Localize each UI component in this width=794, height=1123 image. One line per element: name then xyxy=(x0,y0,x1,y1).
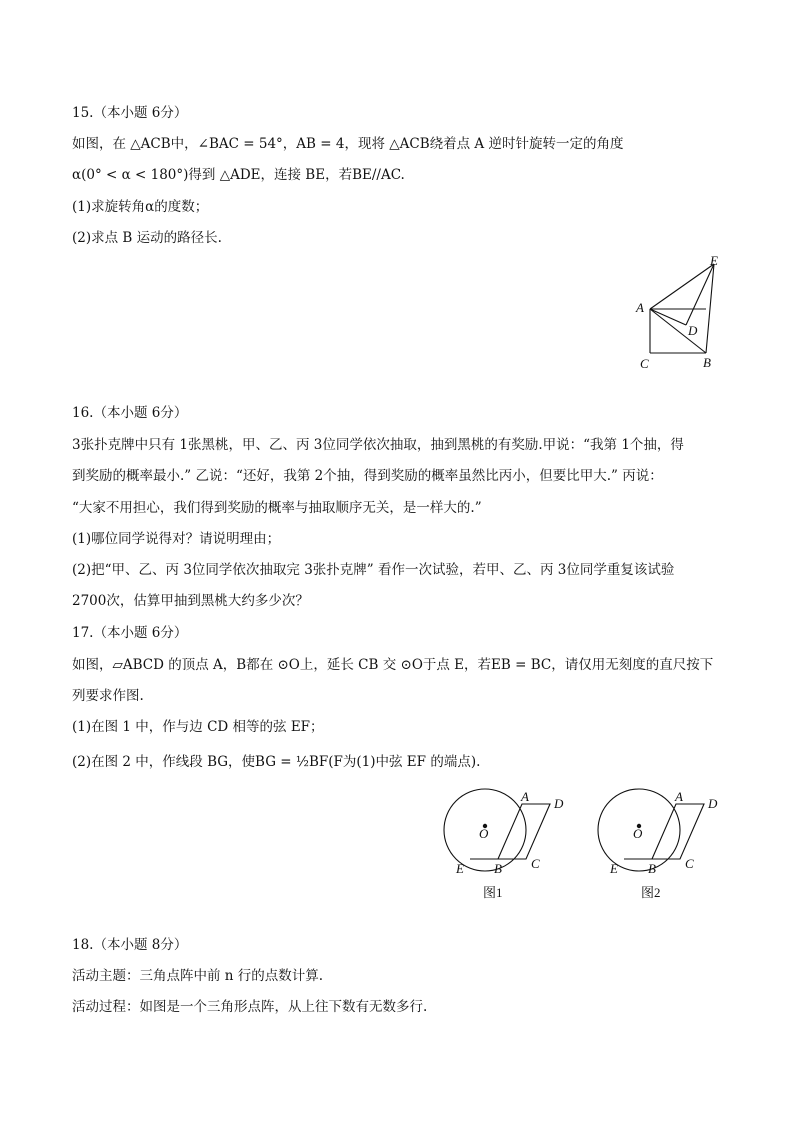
q16-header: 16.（本小题 6分） xyxy=(72,405,188,421)
label-d: D xyxy=(554,796,564,811)
label-a: A xyxy=(521,789,529,804)
q17-figure-1 xyxy=(440,786,570,904)
q17-statement-line1: 如图，▱ABCD 的顶点 A，B都在 ⊙O上，延长 CB 交 ⊙O于点 E，若EB = BC，请仅用无刻度的直尺按下 xyxy=(72,657,714,673)
q17-subquestion-2: (2)在图 2 中，作线段 BG，使BG = ½BF(F为(1)中弦 EF 的端点). xyxy=(72,754,481,770)
q16-statement-line2: 到奖励的概率最小.” 乙说：“还好，我第 2个抽，得到奖励的概率虽然比丙小，但要比甲大.” 丙说： xyxy=(72,468,663,484)
q15-statement-line2: α(0° < α < 180°)得到 △ADE，连接 BE，若BE//AC. xyxy=(72,167,405,183)
q16-statement-line3: “大家不用担心，我们得到奖励的概率与抽取顺序无关，是一样大的.” xyxy=(72,500,482,516)
segment-be xyxy=(706,264,714,353)
segment-ab xyxy=(650,309,706,353)
q18-statement-line2: 活动过程：如图是一个三角形点阵，从上往下数有无数多行. xyxy=(72,999,428,1015)
q17-subquestion-1: (1)在图 1 中，作与边 CD 相等的弦 EF； xyxy=(72,719,324,735)
q16-subquestion-2a: (2)把“甲、乙、丙 3位同学依次抽取完 3张扑克牌” 看作一次试验，若甲、乙、丙 3位同学重复该试验 xyxy=(72,562,675,578)
parallelogram-abcd xyxy=(498,804,550,859)
q18-statement-line1: 活动主题：三角点阵中前 n 行的点数计算. xyxy=(72,968,324,984)
segment-ae xyxy=(650,264,714,309)
q15-rotation-figure xyxy=(628,250,728,375)
label-a: A xyxy=(636,300,644,315)
figure-caption: 图1 xyxy=(483,885,503,900)
label-e: E xyxy=(610,861,618,876)
q17-header: 17.（本小题 6分） xyxy=(72,625,188,641)
label-c: C xyxy=(531,856,540,871)
label-o: O xyxy=(633,826,643,841)
q16-subquestion-1: (1)哪位同学说得对？请说明理由； xyxy=(72,531,281,547)
label-b: B xyxy=(648,861,656,876)
label-d: D xyxy=(708,796,718,811)
label-d: D xyxy=(688,323,698,338)
figure-caption: 图2 xyxy=(641,885,661,900)
q17-statement-line2: 列要求作图. xyxy=(72,688,144,704)
q15-statement-line1: 如图，在 △ACB中，∠BAC = 54°，AB = 4，现将 △ACB绕着点 A 逆时针旋转一定的角度 xyxy=(72,136,624,152)
label-b: B xyxy=(703,355,711,370)
q17-figure-2 xyxy=(594,786,724,904)
label-e: E xyxy=(456,861,464,876)
q15-subquestion-1: (1)求旋转角α的度数； xyxy=(72,199,209,215)
label-c: C xyxy=(685,856,694,871)
q18-header: 18.（本小题 8分） xyxy=(72,937,188,953)
label-o: O xyxy=(479,826,489,841)
q16-subquestion-2b: 2700次，估算甲抽到黑桃大约多少次？ xyxy=(72,593,309,609)
parallelogram-abcd xyxy=(652,804,704,859)
q15-header: 15.（本小题 6分） xyxy=(72,105,188,121)
q15-subquestion-2: (2)求点 B 运动的路径长. xyxy=(72,230,222,246)
label-a: A xyxy=(675,789,683,804)
label-b: B xyxy=(494,861,502,876)
label-e: E xyxy=(710,253,718,268)
label-c: C xyxy=(640,356,649,371)
q16-statement-line1: 3张扑克牌中只有 1张黑桃，甲、乙、丙 3位同学依次抽取，抽到黑桃的有奖励.甲说：“我第 1个抽，得 xyxy=(72,437,684,453)
